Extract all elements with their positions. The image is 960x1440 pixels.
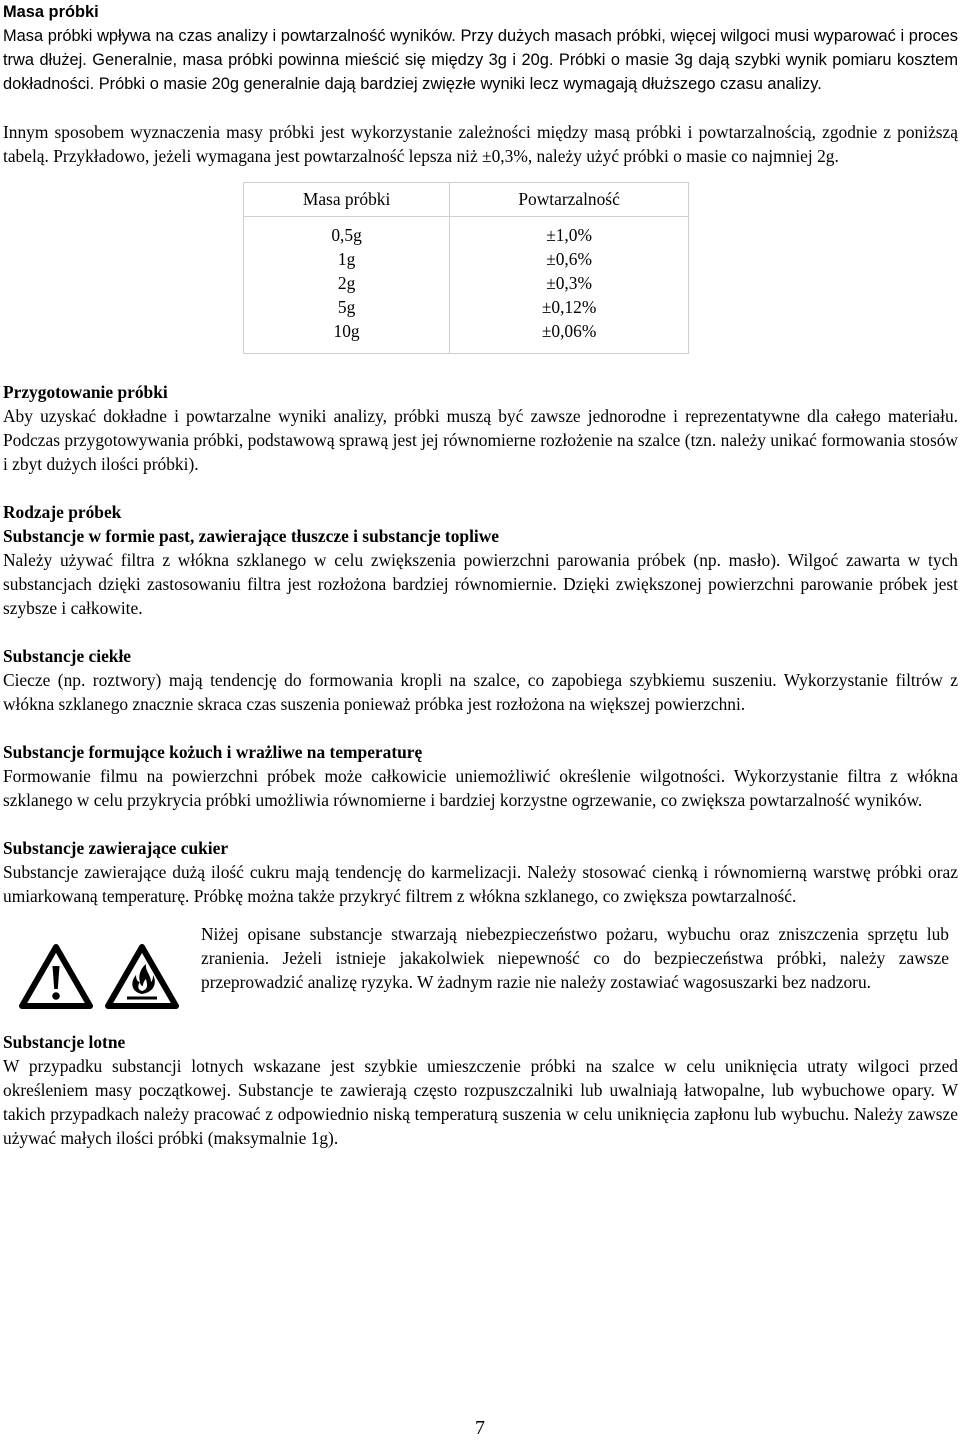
table-column-mass xyxy=(244,217,450,354)
table-cell-repeatability: ±0,3% xyxy=(546,273,592,293)
paragraph-skin-forming-substances: Formowanie filmu na powierzchni próbek może całkowicie uniemożliwić określenie wilgotności. Wykorzystanie filtra z włókna szklanego w celu przykrycia próbki umożliwia równomierne i bardziej korzystne ogrzewanie, co zwiększa powtarzalność wyników. xyxy=(3,766,958,810)
heading-paste-substances: Substancje w formie past, zawierające tłuszcze i substancje topliwe xyxy=(3,526,500,546)
heading-volatile-substances: Substancje lotne xyxy=(3,1032,126,1052)
paragraph-sample-preparation: Aby uzyskać dokładne i powtarzalne wyniki analizy, próbki muszą być zawsze jednorodne i reprezentatywne dla całego materiału. Podczas przygotowywania próbki, podstawową sprawą jest jej równomierne rozłożenie na szalce (tzn. należy unikać formowania stosów i zbyt dużych ilości próbki). xyxy=(3,406,958,474)
table-cell-repeatability: ±0,12% xyxy=(541,297,597,317)
table-cell-repeatability: ±0,06% xyxy=(541,321,597,341)
table-cell-mass: 1g xyxy=(337,249,356,269)
heading-sample-mass: Masa próbki xyxy=(3,3,99,21)
table-column-repeatability xyxy=(450,217,689,354)
heading-sample-preparation: Przygotowanie próbki xyxy=(3,382,168,402)
heading-sample-types: Rodzaje próbek xyxy=(3,502,122,522)
mass-method-sentence-2: Przykładowo, jeżeli wymagana jest powtarzalność lepsza niż ±0,3%, należy użyć próbki o masie co najmniej 2g. xyxy=(53,146,839,166)
paragraph-liquid-substances: Ciecze (np. roztwory) mają tendencję do formowania kropli na szalce, co zapobiega szybkiemu suszeniu. Wykorzystanie filtrów z włókna szklanego znacznie skraca czas suszenia ponieważ próbka jest rozłożona na większej powierzchni. xyxy=(3,670,958,714)
table-header-mass: Masa próbki xyxy=(244,183,450,217)
paragraph-volatile-substances: W przypadku substancji lotnych wskazane jest szybkie umieszczenie próbki na szalce w celu uniknięcia utraty wilgoci przed określeniem masy początkowej. Substancje te zawierają często rozpuszczalniki lub uwalniają łatwopalne, lub wybuchowe opary. W takich przypadkach należy pracować z odpowiednio niską temperaturą suszenia w celu uniknięcia zapłonu lub wybuchu. Należy zawsze używać małych ilości próbki (maksymalnie 1g). xyxy=(3,1056,958,1148)
page-number: 7 xyxy=(475,1417,485,1439)
table-cell-mass: 0,5g xyxy=(331,225,362,245)
table-cell-repeatability: ±1,0% xyxy=(546,225,592,245)
heading-sugar-substances: Substancje zawierające cukier xyxy=(3,838,229,858)
general-warning-icon xyxy=(19,944,93,1010)
paragraph-mass-method xyxy=(3,120,958,168)
repeatability-table xyxy=(243,182,689,354)
warning-icons xyxy=(3,922,201,1022)
heading-liquid-substances: Substancje ciekłe xyxy=(3,646,132,666)
warning-text: Niżej opisane substancje stwarzają niebezpieczeństwo pożaru, wybuchu oraz zniszczenia sprzętu lub zranienia. Jeżeli istnieje jakakolwiek niepewność co do bezpieczeństwa próbki, należy zawsze przeprowadzić analizę ryzyka. W żadnym razie nie należy zostawiać wagosuszarki bez nadzoru. xyxy=(201,924,949,992)
heading-skin-forming-substances: Substancje formujące kożuch i wrażliwe na temperaturę xyxy=(3,742,423,762)
flammable-warning-icon xyxy=(105,944,179,1010)
sample-mass-sentence-1: Masa próbki wpływa na czas analizy i powtarzalność wyników. Przy dużych masach próbki, więcej wilgoci musi wyparować i proces trwa dłużej. Generalnie, masa próbki powinna mieścić się między 3g i 20g. xyxy=(3,27,958,69)
sample-mass-sentence-3: Próbki o masie 20g generalnie dają bardziej zwięzłe wyniki lecz wymagają dłuższego czasu analizy. xyxy=(98,75,822,93)
table-header-repeatability: Powtarzalność xyxy=(450,183,689,217)
paragraph-paste-substances: Należy używać filtra z włókna szklanego w celu zwiększenia powierzchni parowania próbek (np. masło). Wilgoć zawarta w tych substancjach dzięki zastosowaniu filtra jest rozłożona bardziej równomiernie. Dzięki zwiększonej powierzchni parowanie próbek jest szybsze i całkowite. xyxy=(3,550,958,618)
table-cell-repeatability: ±0,6% xyxy=(546,249,592,269)
section-sample-mass xyxy=(3,0,958,96)
warning-text-block xyxy=(201,922,949,994)
table-cell-mass: 10g xyxy=(333,321,360,341)
warning-block xyxy=(3,922,958,1022)
sample-mass-sentence-2: Próbki o masie 3g dają szybki wynik pomiaru kosztem dokładności. xyxy=(3,51,958,93)
document-page xyxy=(3,0,958,1150)
table-cell-mass: 5g xyxy=(337,297,356,317)
paragraph-sample-mass xyxy=(3,24,958,96)
mass-method-sentence-1: Innym sposobem wyznaczenia masy próbki jest wykorzystanie zależności między masą próbki i powtarzalnością, zgodnie z poniższą tabelą. xyxy=(3,122,958,166)
table-cell-mass: 2g xyxy=(337,273,356,293)
paragraph-sugar-substances: Substancje zawierające dużą ilość cukru mają tendencję do karmelizacji. Należy stosować cienką i równomierną warstwę próbki oraz umiarkowaną temperaturę. Próbkę można także przykryć filtrem z włókna szklanego, co zwiększa powtarzalność. xyxy=(3,862,958,906)
